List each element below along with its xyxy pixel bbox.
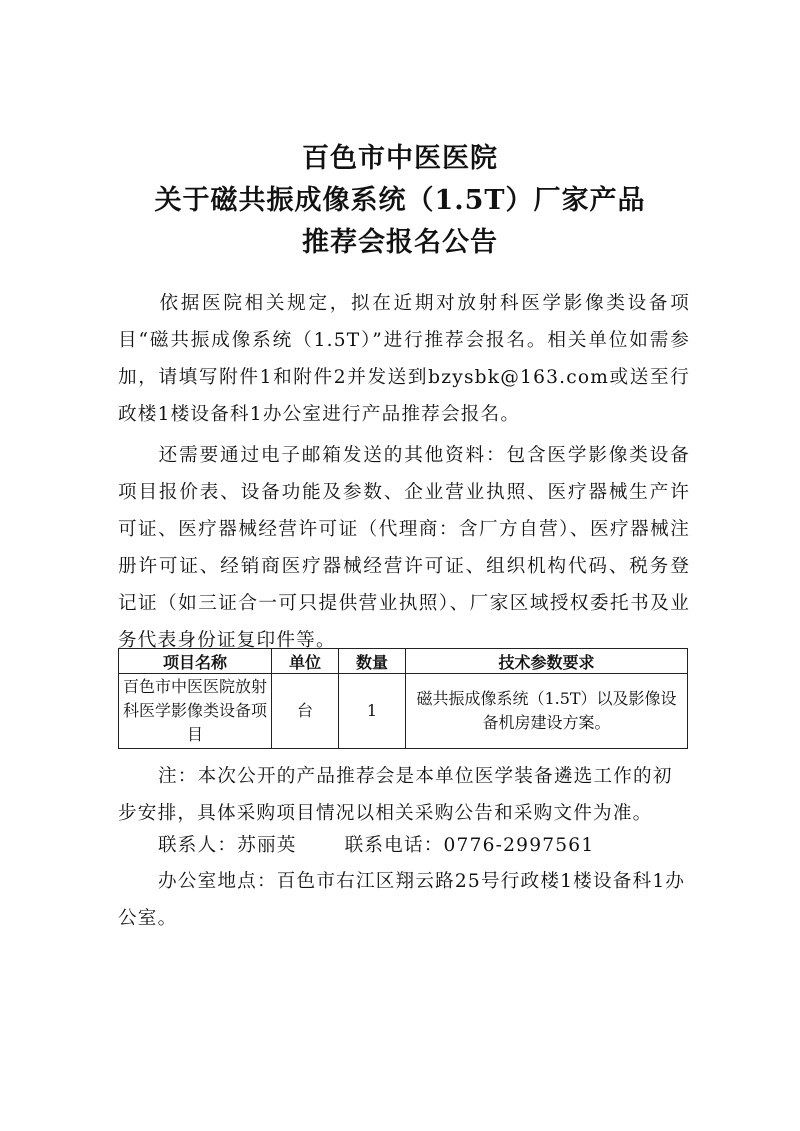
header-technical-requirements: 技术参数要求	[406, 649, 688, 674]
paragraph-required-materials-text: 还需要通过电子邮箱发送的其他资料：包含医学影像类设备项目报价表、设备功能及参数、企业营业执照、医疗器械生产许可证、医疗器械经营许可证（代理商：含厂方自营）、医疗器械注册许可证、经销商医疗器械经营许可证、组织机构代码、税务登记证（如三证合一可只提供营业执照）、厂家区域授权委托书及业务代表身份证复印件等。	[118, 445, 690, 651]
note-paragraph	[118, 758, 690, 832]
requirements-table	[118, 648, 688, 749]
table-header-row	[119, 649, 688, 674]
cell-unit: 台	[272, 674, 339, 749]
title-announcement: 推荐会报名公告	[302, 227, 498, 258]
paragraph-registration-text: 依据医院相关规定，拟在近期对放射科医学影像类设备项目“磁共振成像系统（1.5T）”进行推荐会报名。相关单位如需参加，请填写附件1和附件2并发送到bzysbk@163.com或送至行政楼1楼设备科1办公室进行产品推荐会报名。	[118, 293, 690, 425]
contact-person: 联系人：苏丽英	[158, 835, 297, 856]
cell-quantity: 1	[339, 674, 406, 749]
cell-technical-requirements: 磁共振成像系统（1.5T）以及影像设备机房建设方案。	[406, 674, 688, 749]
header-project-name: 项目名称	[119, 649, 272, 674]
title-subject: 关于磁共振成像系统（1.5T）厂家产品	[154, 185, 646, 216]
header-quantity: 数量	[339, 649, 406, 674]
paragraph-required-materials	[118, 437, 690, 659]
header-unit: 单位	[272, 649, 339, 674]
contact-phone: 联系电话：0776-2997561	[344, 835, 595, 856]
note-text: 注：本次公开的产品推荐会是本单位医学装备遴选工作的初步安排，具体采购项目情况以相关采购公告和采购文件为准。	[118, 766, 673, 824]
cell-project-name: 百色市中医医院放射科医学影像类设备项目	[119, 674, 272, 749]
office-address-paragraph	[118, 863, 690, 937]
title-hospital: 百色市中医医院	[302, 143, 498, 174]
contact-line	[118, 827, 690, 864]
table-row	[119, 674, 688, 749]
office-address: 办公室地点：百色市右江区翔云路25号行政楼1楼设备科1办公室。	[118, 871, 686, 929]
paragraph-registration	[118, 285, 690, 433]
